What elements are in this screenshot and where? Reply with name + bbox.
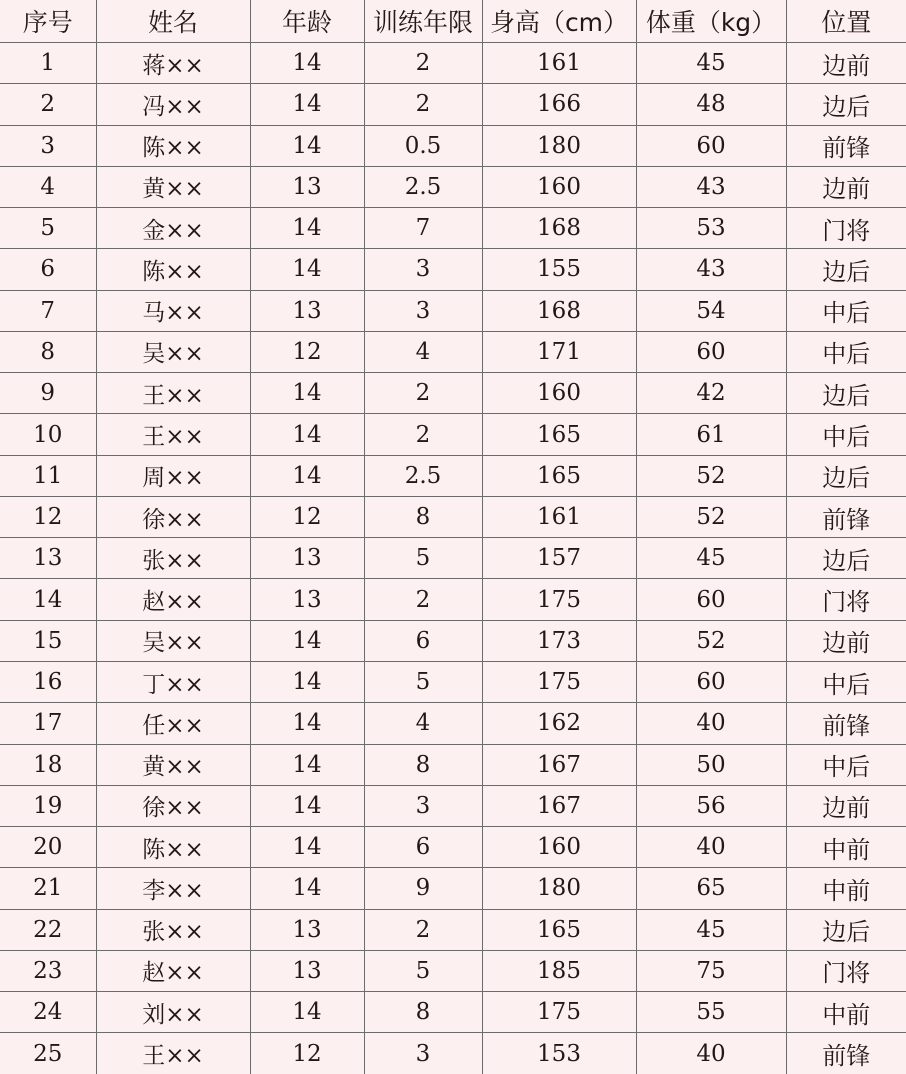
cell-training-years: 8 [364, 744, 482, 785]
cell-training-years: 6 [364, 620, 482, 661]
cell-name: 蒋×× [96, 43, 250, 84]
cell-position: 中后 [786, 744, 906, 785]
cell-index: 21 [0, 868, 96, 909]
cell-height: 162 [482, 703, 636, 744]
cell-index: 1 [0, 43, 96, 84]
cell-training-years: 2 [364, 43, 482, 84]
table-row [0, 827, 906, 868]
cell-position: 边后 [786, 538, 906, 579]
cell-weight: 60 [636, 579, 786, 620]
cell-age: 12 [250, 331, 364, 372]
header-name: 姓名 [96, 0, 250, 43]
cell-position: 中前 [786, 827, 906, 868]
cell-training-years: 9 [364, 868, 482, 909]
cell-training-years: 8 [364, 992, 482, 1033]
cell-training-years: 5 [364, 538, 482, 579]
cell-height: 175 [482, 579, 636, 620]
table-header [0, 0, 906, 43]
cell-name: 赵×× [96, 950, 250, 991]
cell-weight: 56 [636, 785, 786, 826]
cell-age: 14 [250, 785, 364, 826]
cell-training-years: 6 [364, 827, 482, 868]
cell-position: 中前 [786, 992, 906, 1033]
cell-training-years: 4 [364, 703, 482, 744]
table-row [0, 703, 906, 744]
cell-name: 陈×× [96, 125, 250, 166]
cell-index: 10 [0, 414, 96, 455]
cell-weight: 52 [636, 620, 786, 661]
cell-height: 168 [482, 290, 636, 331]
cell-age: 12 [250, 496, 364, 537]
cell-weight: 43 [636, 249, 786, 290]
cell-name: 张×× [96, 909, 250, 950]
header-weight: 体重（kg） [636, 0, 786, 43]
cell-training-years: 2 [364, 579, 482, 620]
cell-height: 160 [482, 827, 636, 868]
cell-height: 155 [482, 249, 636, 290]
cell-position: 边前 [786, 620, 906, 661]
cell-index: 14 [0, 579, 96, 620]
cell-age: 13 [250, 950, 364, 991]
table-row [0, 331, 906, 372]
cell-position: 中后 [786, 290, 906, 331]
cell-age: 13 [250, 290, 364, 331]
cell-height: 173 [482, 620, 636, 661]
cell-name: 丁×× [96, 661, 250, 702]
cell-index: 13 [0, 538, 96, 579]
cell-height: 165 [482, 414, 636, 455]
cell-name: 马×× [96, 290, 250, 331]
table-row [0, 208, 906, 249]
cell-position: 边后 [786, 84, 906, 125]
cell-index: 4 [0, 166, 96, 207]
cell-height: 165 [482, 455, 636, 496]
cell-age: 14 [250, 125, 364, 166]
header-age: 年龄 [250, 0, 364, 43]
table-row [0, 744, 906, 785]
cell-weight: 52 [636, 455, 786, 496]
cell-index: 17 [0, 703, 96, 744]
cell-age: 14 [250, 620, 364, 661]
cell-position: 边前 [786, 785, 906, 826]
table-row [0, 166, 906, 207]
cell-training-years: 2 [364, 909, 482, 950]
cell-weight: 61 [636, 414, 786, 455]
cell-name: 任×× [96, 703, 250, 744]
cell-height: 153 [482, 1033, 636, 1074]
cell-age: 14 [250, 992, 364, 1033]
cell-name: 黄×× [96, 744, 250, 785]
cell-training-years: 2.5 [364, 455, 482, 496]
cell-height: 161 [482, 43, 636, 84]
cell-index: 23 [0, 950, 96, 991]
cell-name: 陈×× [96, 827, 250, 868]
cell-position: 边后 [786, 455, 906, 496]
cell-position: 边前 [786, 43, 906, 84]
cell-age: 12 [250, 1033, 364, 1074]
cell-weight: 55 [636, 992, 786, 1033]
cell-age: 13 [250, 579, 364, 620]
cell-weight: 52 [636, 496, 786, 537]
table-row [0, 414, 906, 455]
cell-age: 13 [250, 166, 364, 207]
cell-age: 14 [250, 249, 364, 290]
cell-name: 王×× [96, 1033, 250, 1074]
cell-weight: 54 [636, 290, 786, 331]
table-row [0, 43, 906, 84]
cell-training-years: 0.5 [364, 125, 482, 166]
cell-weight: 43 [636, 166, 786, 207]
cell-position: 门将 [786, 208, 906, 249]
cell-age: 14 [250, 744, 364, 785]
table-row [0, 579, 906, 620]
cell-age: 14 [250, 703, 364, 744]
cell-height: 160 [482, 166, 636, 207]
cell-training-years: 8 [364, 496, 482, 537]
cell-position: 中前 [786, 868, 906, 909]
cell-position: 边前 [786, 166, 906, 207]
cell-index: 18 [0, 744, 96, 785]
cell-height: 165 [482, 909, 636, 950]
cell-height: 167 [482, 744, 636, 785]
table-body [0, 43, 906, 1074]
cell-index: 6 [0, 249, 96, 290]
cell-index: 22 [0, 909, 96, 950]
cell-age: 14 [250, 43, 364, 84]
cell-training-years: 3 [364, 249, 482, 290]
table-row [0, 785, 906, 826]
table-row [0, 909, 906, 950]
cell-weight: 53 [636, 208, 786, 249]
cell-height: 180 [482, 125, 636, 166]
cell-index: 7 [0, 290, 96, 331]
cell-position: 边后 [786, 373, 906, 414]
cell-index: 9 [0, 373, 96, 414]
cell-age: 14 [250, 868, 364, 909]
cell-index: 12 [0, 496, 96, 537]
cell-position: 边后 [786, 249, 906, 290]
cell-weight: 42 [636, 373, 786, 414]
cell-name: 冯×× [96, 84, 250, 125]
cell-weight: 60 [636, 661, 786, 702]
table-row [0, 373, 906, 414]
cell-index: 2 [0, 84, 96, 125]
cell-age: 14 [250, 661, 364, 702]
cell-weight: 40 [636, 703, 786, 744]
cell-index: 24 [0, 992, 96, 1033]
cell-name: 刘×× [96, 992, 250, 1033]
cell-position: 前锋 [786, 496, 906, 537]
cell-weight: 40 [636, 827, 786, 868]
cell-index: 25 [0, 1033, 96, 1074]
cell-name: 徐×× [96, 496, 250, 537]
header-row [0, 0, 906, 43]
cell-weight: 45 [636, 43, 786, 84]
cell-index: 20 [0, 827, 96, 868]
cell-index: 3 [0, 125, 96, 166]
cell-weight: 48 [636, 84, 786, 125]
cell-height: 168 [482, 208, 636, 249]
cell-training-years: 5 [364, 950, 482, 991]
cell-name: 周×× [96, 455, 250, 496]
header-index: 序号 [0, 0, 96, 43]
table-row [0, 620, 906, 661]
cell-training-years: 5 [364, 661, 482, 702]
cell-index: 11 [0, 455, 96, 496]
cell-position: 门将 [786, 950, 906, 991]
table-row [0, 661, 906, 702]
cell-height: 157 [482, 538, 636, 579]
cell-height: 160 [482, 373, 636, 414]
cell-position: 中后 [786, 414, 906, 455]
cell-name: 赵×× [96, 579, 250, 620]
cell-training-years: 2 [364, 84, 482, 125]
cell-age: 14 [250, 827, 364, 868]
cell-age: 13 [250, 538, 364, 579]
cell-training-years: 2 [364, 373, 482, 414]
table-row [0, 249, 906, 290]
cell-training-years: 3 [364, 785, 482, 826]
cell-age: 14 [250, 84, 364, 125]
cell-weight: 75 [636, 950, 786, 991]
cell-training-years: 4 [364, 331, 482, 372]
cell-weight: 50 [636, 744, 786, 785]
cell-position: 前锋 [786, 1033, 906, 1074]
cell-height: 175 [482, 992, 636, 1033]
header-height: 身高（cm） [482, 0, 636, 43]
table-row [0, 84, 906, 125]
table-row [0, 290, 906, 331]
cell-position: 前锋 [786, 125, 906, 166]
cell-position: 边后 [786, 909, 906, 950]
header-training-years: 训练年限 [364, 0, 482, 43]
cell-training-years: 3 [364, 1033, 482, 1074]
cell-weight: 45 [636, 909, 786, 950]
cell-name: 黄×× [96, 166, 250, 207]
cell-position: 门将 [786, 579, 906, 620]
cell-name: 吴×× [96, 331, 250, 372]
table-row [0, 992, 906, 1033]
cell-name: 王×× [96, 414, 250, 455]
table-row [0, 455, 906, 496]
header-position: 位置 [786, 0, 906, 43]
cell-position: 中后 [786, 661, 906, 702]
cell-height: 180 [482, 868, 636, 909]
cell-index: 8 [0, 331, 96, 372]
table-row [0, 496, 906, 537]
cell-weight: 60 [636, 125, 786, 166]
cell-index: 5 [0, 208, 96, 249]
table-row [0, 950, 906, 991]
cell-name: 李×× [96, 868, 250, 909]
cell-training-years: 2.5 [364, 166, 482, 207]
cell-training-years: 3 [364, 290, 482, 331]
cell-height: 171 [482, 331, 636, 372]
cell-training-years: 7 [364, 208, 482, 249]
table-row [0, 125, 906, 166]
cell-index: 15 [0, 620, 96, 661]
cell-height: 185 [482, 950, 636, 991]
cell-age: 13 [250, 909, 364, 950]
cell-name: 徐×× [96, 785, 250, 826]
cell-name: 金×× [96, 208, 250, 249]
cell-name: 吴×× [96, 620, 250, 661]
cell-index: 16 [0, 661, 96, 702]
cell-height: 175 [482, 661, 636, 702]
cell-weight: 40 [636, 1033, 786, 1074]
cell-name: 王×× [96, 373, 250, 414]
table-row [0, 868, 906, 909]
cell-age: 14 [250, 208, 364, 249]
cell-index: 19 [0, 785, 96, 826]
cell-height: 167 [482, 785, 636, 826]
table-row [0, 1033, 906, 1074]
cell-weight: 60 [636, 331, 786, 372]
cell-age: 14 [250, 455, 364, 496]
cell-height: 161 [482, 496, 636, 537]
cell-position: 中后 [786, 331, 906, 372]
cell-age: 14 [250, 414, 364, 455]
cell-position: 前锋 [786, 703, 906, 744]
cell-training-years: 2 [364, 414, 482, 455]
cell-weight: 45 [636, 538, 786, 579]
cell-name: 张×× [96, 538, 250, 579]
cell-name: 陈×× [96, 249, 250, 290]
cell-weight: 65 [636, 868, 786, 909]
cell-height: 166 [482, 84, 636, 125]
table-row [0, 538, 906, 579]
cell-age: 14 [250, 373, 364, 414]
